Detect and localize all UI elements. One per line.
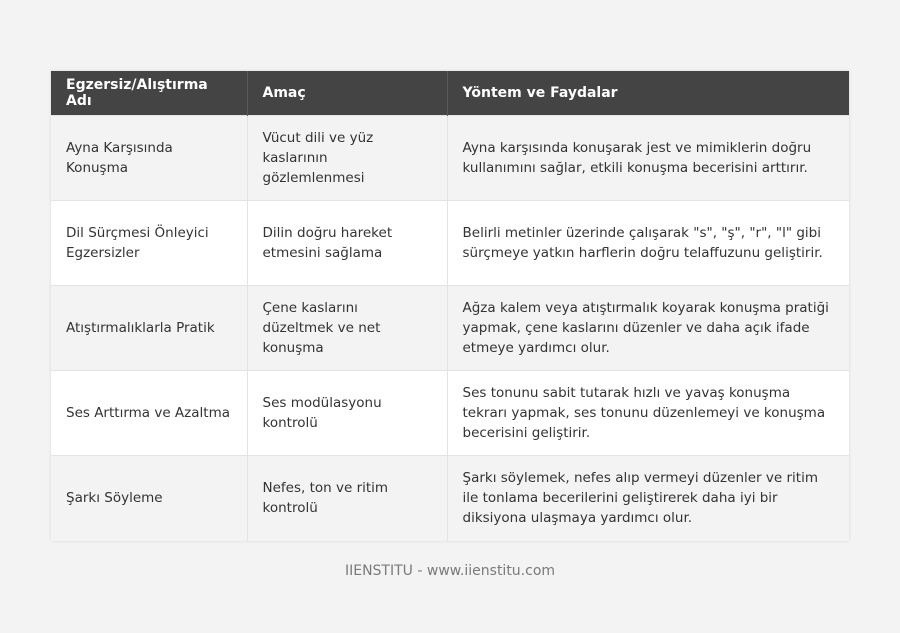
exercise-table	[51, 71, 849, 541]
cell-method-benefits: Ses tonunu sabit tutarak hızlı ve yavaş konuşma tekrarı yapmak, ses tonunu düzenlemeyi ve konuşma becerisini geliştirir.	[447, 371, 849, 456]
cell-exercise-name: Şarkı Söyleme	[51, 456, 247, 541]
header-exercise-name: Egzersiz/Alıştırma Adı	[51, 71, 247, 116]
cell-exercise-name: Dil Sürçmesi Önleyici Egzersizler	[51, 201, 247, 286]
cell-purpose: Nefes, ton ve ritim kontrolü	[247, 456, 447, 541]
cell-exercise-name: Ayna Karşısında Konuşma	[51, 116, 247, 201]
cell-exercise-name: Ses Arttırma ve Azaltma	[51, 371, 247, 456]
table-header	[51, 71, 849, 116]
exercise-table-container	[51, 71, 849, 541]
table-row	[51, 286, 849, 371]
table-row	[51, 116, 849, 201]
header-purpose: Amaç	[247, 71, 447, 116]
cell-method-benefits: Ağza kalem veya atıştırmalık koyarak konuşma pratiği yapmak, çene kaslarını düzenler ve daha açık ifade etmeye yardımcı olur.	[447, 286, 849, 371]
cell-method-benefits: Şarkı söylemek, nefes alıp vermeyi düzenler ve ritim ile tonlama becerilerini geliştirerek daha iyi bir diksiyona ulaşmaya yardımcı olur.	[447, 456, 849, 541]
cell-method-benefits: Belirli metinler üzerinde çalışarak "s", "ş", "r", "l" gibi sürçmeye yatkın harflerin doğru telaffuzunu geliştirir.	[447, 201, 849, 286]
cell-method-benefits: Ayna karşısında konuşarak jest ve mimiklerin doğru kullanımını sağlar, etkili konuşma becerisini arttırır.	[447, 116, 849, 201]
table-body	[51, 116, 849, 541]
cell-purpose: Ses modülasyonu kontrolü	[247, 371, 447, 456]
cell-purpose: Vücut dili ve yüz kaslarının gözlemlenmesi	[247, 116, 447, 201]
table-row	[51, 201, 849, 286]
footer-credit: IIENSTITU - www.iienstitu.com	[344, 563, 556, 579]
cell-exercise-name: Atıştırmalıklarla Pratik	[51, 286, 247, 371]
table-row	[51, 371, 849, 456]
header-row	[51, 71, 849, 116]
table-row	[51, 456, 849, 541]
header-method-benefits: Yöntem ve Faydalar	[447, 71, 849, 116]
cell-purpose: Çene kaslarını düzeltmek ve net konuşma	[247, 286, 447, 371]
cell-purpose: Dilin doğru hareket etmesini sağlama	[247, 201, 447, 286]
